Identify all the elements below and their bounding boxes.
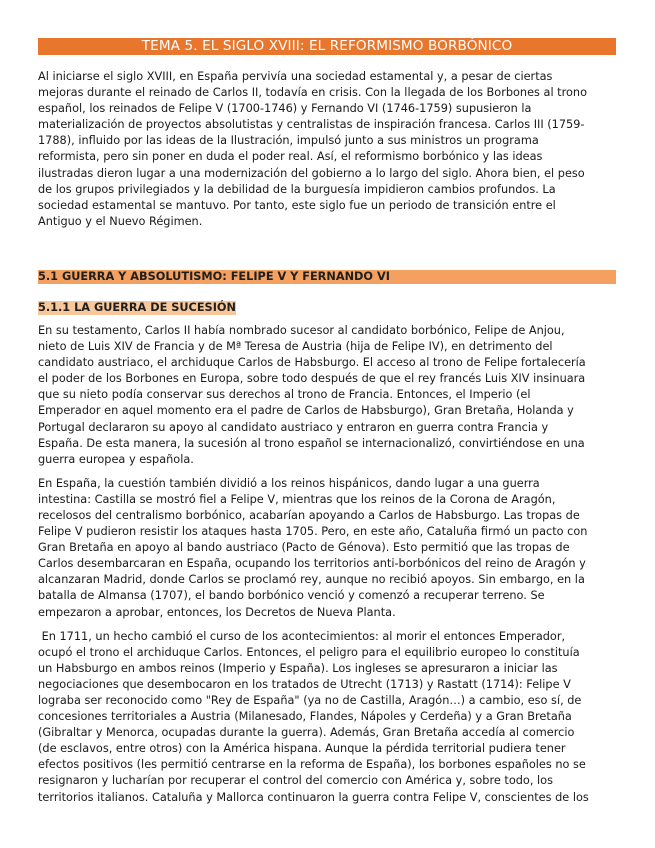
text-line: En su testamento, Carlos II había nombrado sucesor al candidato borbónico, Felipe de Anjou, bbox=[38, 323, 565, 337]
text-line: En 1711, un hecho cambió el curso de los acontecimientos: al morir el entonces Emperador, bbox=[38, 629, 566, 643]
text-line: nieto de Luis XIV de Francia y de Mª Teresa de Austria (hija de Felipe IV), en detrimento del bbox=[38, 340, 553, 354]
subsection-heading: 5.1.1 LA GUERRA DE SUCESIÓN bbox=[38, 300, 236, 314]
text-line: efectos positivos (les permitió centrarse en la reforma de España), los borbones españoles no se bbox=[38, 758, 586, 772]
text-line: ocupó el trono el archiduque Carlos. Entonces, el peligro para el equilibrio europeo lo constituía bbox=[38, 645, 580, 659]
paragraph-treaties bbox=[38, 629, 616, 806]
text-line: Emperador en aquel momento era el padre de Carlos de Habsburgo), Gran Bretaña, Holanda y bbox=[38, 404, 574, 418]
paragraph-internal-war bbox=[38, 476, 616, 621]
text-line: intestina: Castilla se mostró fiel a Felipe V, mientras que los reinos de la Corona de Aragón, bbox=[38, 492, 556, 506]
text-line: candidato austriaco, el archiduque Carlos de Habsburgo. El acceso al trono de Felipe fortalecería bbox=[38, 356, 586, 370]
text-line: español, los reinados de Felipe V (1700-1746) y Fernando VI (1746-1759) supusieron la bbox=[38, 102, 532, 116]
text-line: de los grupos privilegiados y la debilidad de la burguesía impidieron cambios profundos. La bbox=[38, 182, 556, 196]
text-line: (Gibraltar y Menorca, ocupadas durante la guerra). Además, Gran Bretaña accedía al comercio bbox=[38, 726, 575, 740]
text-line: empezaron a aprobar, entonces, los Decretos de Nueva Planta. bbox=[38, 605, 396, 619]
text-line: Carlos desembarcaran en España, ocupando los territorios anti-borbónicos del reino de Aragón y bbox=[38, 557, 586, 571]
text-line: resignaron y lucharían por recuperar el control del comercio con América y, sobre todo, los bbox=[38, 774, 553, 788]
paragraph-succession-testament bbox=[38, 323, 616, 468]
text-line: Antiguo y el Nuevo Régimen. bbox=[38, 214, 203, 228]
text-line: un Habsburgo en ambos reinos (Imperio y España). Los ingleses se apresuraron a iniciar las bbox=[38, 661, 558, 675]
text-line: (de esclavos, entre otros) con la América hispana. Aunque la pérdida territorial pudiera tener bbox=[38, 742, 566, 756]
text-line: guerra europea y española. bbox=[38, 452, 194, 466]
text-line: batalla de Almansa (1707), el bando borbónico venció y comenzó a recuperar terreno. Se bbox=[38, 589, 545, 603]
page-title: TEMA 5. EL SIGLO XVIII: EL REFORMISMO BORBÓNICO bbox=[38, 38, 616, 55]
text-line: reformista, pero sin poner en duda el poder real. Así, el reformismo borbónico y las ideas bbox=[38, 150, 543, 164]
text-line: recelosos del centralismo borbónico, acabarían apoyando a Carlos de Habsburgo. Las tropas de bbox=[38, 508, 580, 522]
intro-paragraph bbox=[38, 69, 616, 230]
text-line: negociaciones que desembocaron en los tratados de Utrecht (1713) y Rastatt (1714): Felipe V bbox=[38, 677, 571, 691]
text-line: concesiones territoriales a Austria (Milanesado, Flandes, Nápoles y Cerdeña) y a Gran Bretaña bbox=[38, 710, 572, 724]
document-page bbox=[38, 38, 616, 806]
text-line: lograba ser reconocido como "Rey de España" (ya no de Castilla, Aragón…) a cambio, eso sí, de bbox=[38, 694, 582, 707]
text-line: 1788), influido por las ideas de la Ilustración, impulsó junto a sus ministros un programa bbox=[38, 134, 539, 148]
text-line: En España, la cuestión también dividió a los reinos hispánicos, dando lugar a una guerra bbox=[38, 476, 540, 490]
text-line: Gran Bretaña en apoyo al bando austriaco (Pacto de Génova). Esto permitió que las tropas de bbox=[38, 541, 570, 555]
text-line: Portugal declararon su apoyo al candidato austriaco y entraron en guerra contra Francia y bbox=[38, 420, 549, 434]
text-line: materialización de proyectos absolutistas y centralistas de inspiración francesa. Carlos III (1759- bbox=[38, 118, 585, 132]
text-line: alcanzaran Madrid, donde Carlos se proclamó rey, aunque no recibió apoyos. Sin embargo, en la bbox=[38, 573, 585, 587]
text-line: Felipe V pudieron resistir los ataques hasta 1705. Pero, en este año, Cataluña firmó un pacto con bbox=[38, 525, 588, 539]
text-line: mejoras durante el reinado de Carlos II, todavía en crisis. Con la llegada de los Borbones al trono bbox=[38, 86, 587, 100]
text-line: España. De esta manera, la sucesión al trono español se internacionalizó, convirtiéndose en una bbox=[38, 436, 585, 450]
section-heading: 5.1 GUERRA Y ABSOLUTISMO: FELIPE V Y FERNANDO VI bbox=[38, 270, 616, 284]
text-line: sociedad estamental se mantuvo. Por tanto, este siglo fue un periodo de transición entre el bbox=[38, 198, 556, 212]
text-line: ilustradas dieron lugar a una modernización del gobierno a lo largo del siglo. Ahora bien, el peso bbox=[38, 166, 585, 180]
text-line: territorios italianos. Cataluña y Mallorca continuaron la guerra contra Felipe V, conscientes de los bbox=[38, 790, 589, 804]
text-line: el poder de los Borbones en Europa, sobre todo después de que el rey francés Luis XIV insinuara bbox=[38, 372, 586, 386]
text-line: Al iniciarse el siglo XVIII, en España pervivía una sociedad estamental y, a pesar de ciertas bbox=[38, 70, 553, 83]
subsection-heading-wrapper bbox=[38, 296, 616, 314]
text-line: que su nieto podía conservar sus derechos al trono de Francia. Entonces, el Imperio (el bbox=[38, 388, 531, 402]
